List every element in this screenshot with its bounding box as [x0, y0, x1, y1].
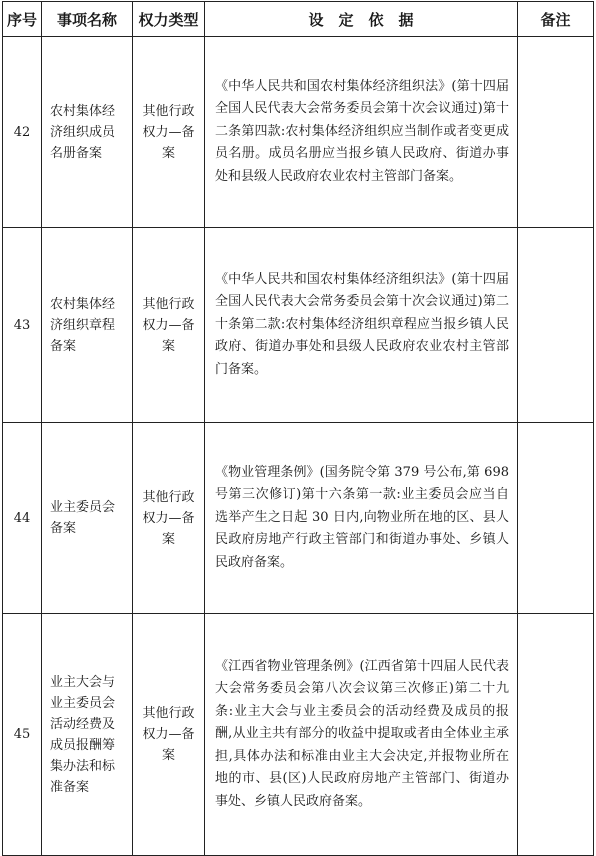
- power-type-text: 其他行政权力—备案: [142, 296, 195, 354]
- header-legal-basis: 设 定 依 据: [205, 2, 518, 37]
- row-item-name: 农村集体经济组织成员名册备案: [42, 37, 133, 228]
- table-row: [3, 228, 594, 423]
- row-serial-number: 42: [3, 37, 42, 228]
- row-item-name: 农村集体经济组织章程备案: [42, 228, 133, 423]
- row-serial-number: 45: [3, 614, 42, 856]
- header-remarks: 备注: [518, 2, 594, 37]
- row-power-type: [133, 423, 205, 614]
- row-serial-number: 43: [3, 228, 42, 423]
- row-power-type: [133, 228, 205, 423]
- row-remarks: [518, 228, 594, 423]
- row-legal-basis: 《中华人民共和国农村集体经济组织法》(第十四届全国人民代表大会常务委员会第十次会议通过)第二十条第二款:农村集体经济组织章程应当报乡镇人民政府、街道办事处和县级人民政府农业农村主管部门备案。: [205, 228, 518, 423]
- row-item-name: 业主大会与业主委员会活动经费及成员报酬筹集办法和标准备案: [42, 614, 133, 856]
- row-power-type: [133, 37, 205, 228]
- table-row: [3, 37, 594, 228]
- table-header-row: [3, 2, 594, 37]
- row-remarks: [518, 37, 594, 228]
- header-power-type: 权力类型: [133, 2, 205, 37]
- row-legal-basis: 《江西省物业管理条例》(江西省第十四届人民代表大会常务委员会第八次会议第三次修正)第二十九条:业主大会与业主委员会的活动经费及成员的报酬,从业主共有部分的收益中提取或者由全体业主承担,具体办法和标准由业主大会决定,并报物业所在地的市、县(区)人民政府房地产主管部门、街道办事处、乡镇人民政府备案。: [205, 614, 518, 856]
- administrative-power-table: [2, 1, 594, 856]
- header-item-name: 事项名称: [42, 2, 133, 37]
- row-serial-number: 44: [3, 423, 42, 614]
- header-serial-number: 序号: [3, 2, 42, 37]
- row-item-name: 业主委员会备案: [42, 423, 133, 614]
- power-type-text: 其他行政权力—备案: [142, 706, 195, 763]
- row-legal-basis: 《中华人民共和国农村集体经济组织法》(第十四届全国人民代表大会常务委员会第十次会议通过)第十二条第四款:农村集体经济组织应当制作或者变更成员名册。成员名册应当报乡镇人民政府、街道办事处和县级人民政府农业农村主管部门备案。: [205, 37, 518, 228]
- row-power-type: [133, 614, 205, 856]
- table-row: [3, 423, 594, 614]
- power-type-text: 其他行政权力—备案: [142, 489, 195, 547]
- row-remarks: [518, 614, 594, 856]
- table-row: [3, 614, 594, 856]
- row-remarks: [518, 423, 594, 614]
- power-type-text: 其他行政权力—备案: [142, 103, 195, 161]
- row-legal-basis: 《物业管理条例》(国务院令第 379 号公布,第 698 号第三次修订)第十六条第一款:业主委员会应当自选举产生之日起 30 日内,向物业所在地的区、县人民政府房地产行政主管部门和街道办事处、乡镇人民政府备案。: [205, 423, 518, 614]
